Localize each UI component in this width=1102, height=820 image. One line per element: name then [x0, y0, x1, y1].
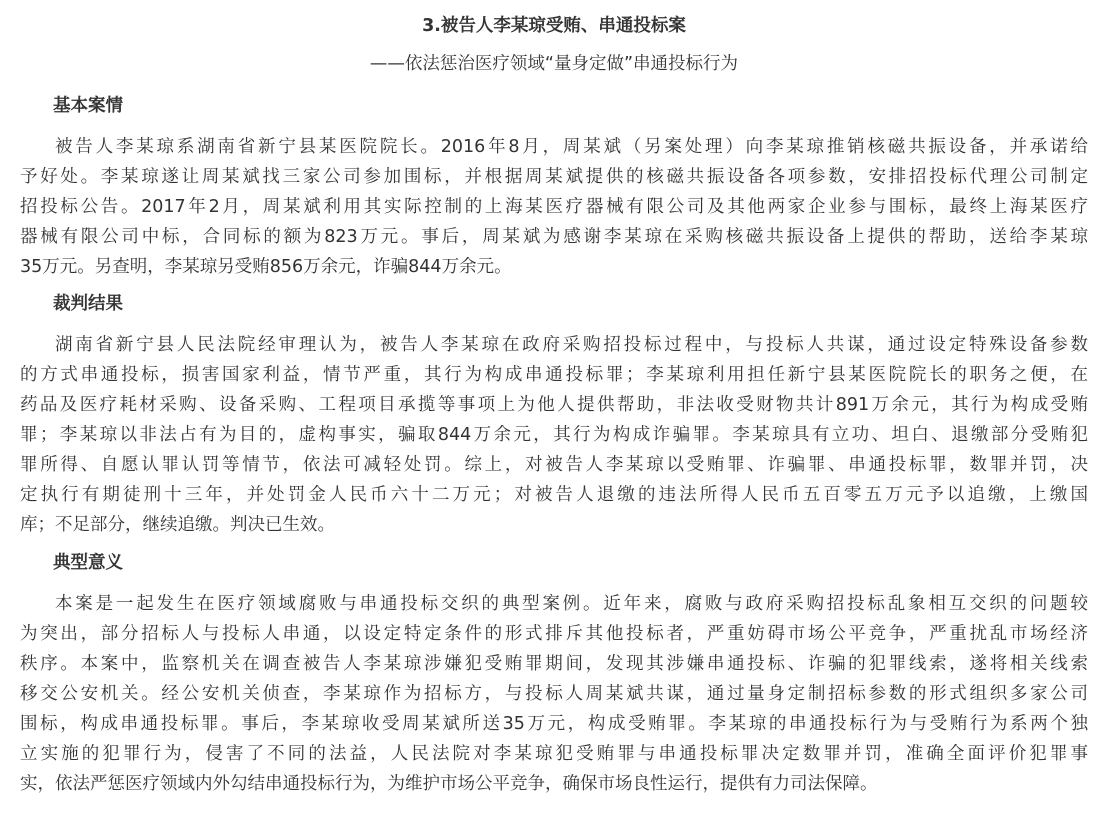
- paragraph-line: 罪；李某琼以非法占有为目的，虚构事实，骗取844万余元，其行为构成诈骗罪。李某琼具有立功、坦白、退缴部分受贿犯: [20, 425, 1088, 445]
- paragraph-line: 秩序。本案中，监察机关在调查被告人李某琼涉嫌犯受贿罪期间，发现其涉嫌串通投标、诈骗的犯罪线索，遂将相关线索: [20, 654, 1088, 674]
- paragraph-line: 予好处。李某琼遂让周某斌找三家公司参加围标，并根据周某斌提供的核磁共振设备各项参数，安排招投标代理公司制定: [20, 167, 1088, 187]
- paragraph-line: 移交公安机关。经公安机关侦查，李某琼作为招标方，与投标人周某斌共谋，通过量身定制招标参数的形式组织多家公司: [20, 684, 1088, 704]
- paragraph-line: 立实施的犯罪行为，侵害了不同的法益，人民法院对李某琼犯受贿罪与串通投标罪决定数罪并罚，准确全面评价犯罪事: [20, 744, 1088, 764]
- paragraph-line: 被告人李某琼系湖南省新宁县某医院院长。2016年8月，周某斌（另案处理）向李某琼推销核磁共振设备，并承诺给: [55, 137, 1088, 157]
- section-heading-significance: 典型意义: [53, 553, 123, 573]
- paragraph-line: 罪所得、自愿认罪认罚等情节，依法可减轻处罚。综上，对被告人李某琼以受贿罪、诈骗罪、串通投标罪，数罪并罚，决: [20, 455, 1088, 475]
- section-body-judgment: [20, 330, 1088, 540]
- section-body-significance: [20, 589, 1088, 799]
- section-heading-judgment: 裁判结果: [53, 294, 123, 314]
- paragraph-line: 35万元。另查明，李某琼另受贿856万余元，诈骗844万余元。: [20, 257, 512, 277]
- paragraph-line: 为突出，部分招标人与投标人串通，以设定特定条件的形式排斥其他投标者，严重妨碍市场公平竞争，严重扰乱市场经济: [20, 624, 1088, 644]
- paragraph-line: 药品及医疗耗材采购、设备采购、工程项目承揽等事项上为他人提供帮助，非法收受财物共计891万余元，其行为构成受贿: [20, 395, 1088, 415]
- paragraph-line: 的方式串通投标，损害国家利益，情节严重，其行为构成串通投标罪；李某琼利用担任新宁县某医院院长的职务之便，在: [20, 365, 1088, 385]
- paragraph-line: 实，依法严惩医疗领域内外勾结串通投标行为，为维护市场公平竞争，确保市场良性运行，提供有力司法保障。: [20, 774, 878, 794]
- paragraph-line: 库；不足部分，继续追缴。判决已生效。: [20, 515, 335, 535]
- paragraph-line: 湖南省新宁县人民法院经审理认为，被告人李某琼在政府采购招投标过程中，与投标人共谋，通过设定特殊设备参数: [55, 335, 1088, 355]
- section-body-basic-facts: [20, 132, 1088, 282]
- article-title: 3.被告人李某琼受贿、串通投标案: [422, 16, 686, 36]
- paragraph-line: 围标，构成串通投标罪。事后，李某琼收受周某斌所送35万元，构成受贿罪。李某琼的串通投标行为与受贿行为系两个独: [20, 714, 1088, 734]
- section-heading-basic-facts: 基本案情: [53, 96, 123, 116]
- article-subtitle: ——依法惩治医疗领域“量身定做”串通投标行为: [369, 54, 739, 74]
- paragraph-line: 定执行有期徒刑十三年，并处罚金人民币六十二万元；对被告人退缴的违法所得人民币五百零五万元予以追缴，上缴国: [20, 485, 1088, 505]
- paragraph-line: 器械有限公司中标，合同标的额为823万元。事后，周某斌为感谢李某琼在采购核磁共振设备上提供的帮助，送给李某琼: [20, 227, 1088, 247]
- paragraph-line: 招投标公告。2017年2月，周某斌利用其实际控制的上海某医疗器械有限公司及其他两家企业参与围标，最终上海某医疗: [20, 197, 1088, 217]
- paragraph-line: 本案是一起发生在医疗领域腐败与串通投标交织的典型案例。近年来，腐败与政府采购招投标乱象相互交织的问题较: [55, 594, 1088, 614]
